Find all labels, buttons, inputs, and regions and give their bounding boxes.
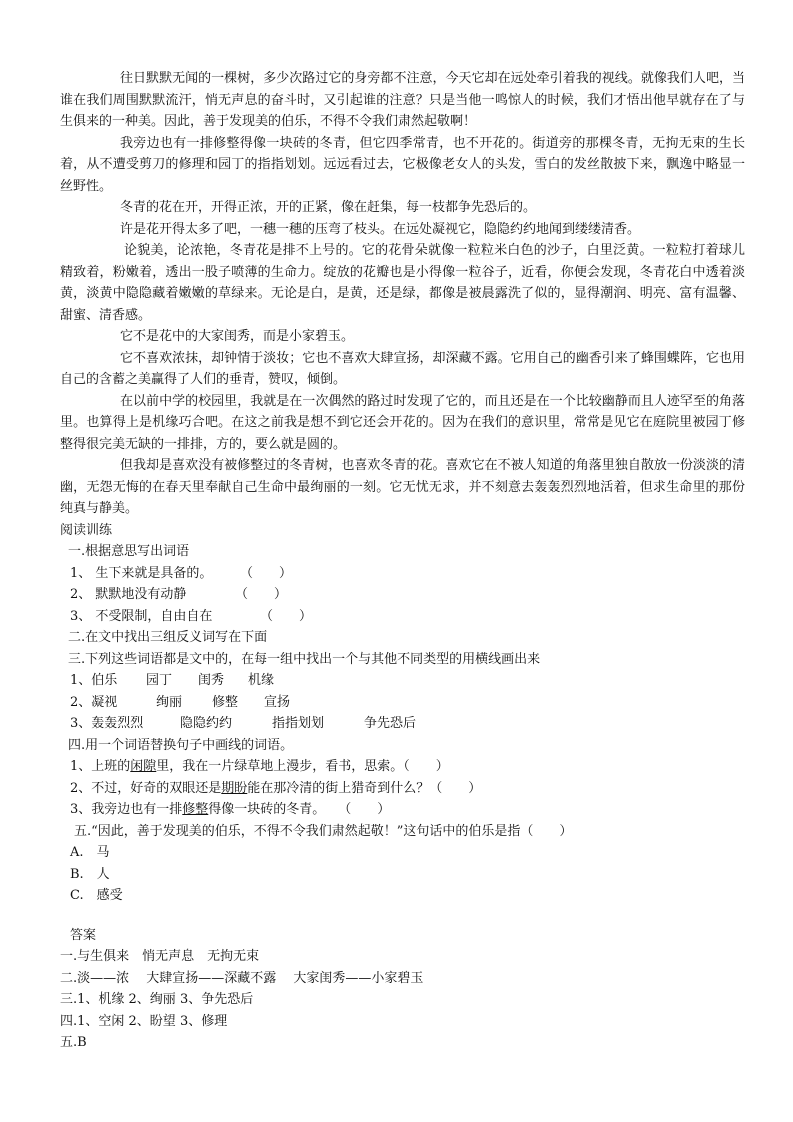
passage-paragraph: 在以前中学的校园里，我就是在一次偶然的路过时发现了它的，而且还是在一个比较幽静而且人迹罕至的角落里。也算得上是机缘巧合吧。在这之前我是想不到它还会开花的。因为在我们的意识里，常常是见它在庭院里被园丁修整得很完美无缺的一排排，方的，要么就是圆的。 (60, 393, 745, 452)
word-group (60, 692, 745, 714)
word: 修整 (212, 694, 239, 710)
question-2-title: 二.在文中找出三组反义词写在下面 (68, 630, 268, 645)
word-group (60, 713, 745, 735)
question-1-title: 一.根据意思写出词语 (68, 544, 190, 559)
sentence-text: 2、不过，好奇的双眼还是 (70, 780, 222, 796)
answer-blank: （ ） (260, 608, 313, 624)
question-1-item (60, 584, 745, 606)
word: 3、轰轰烈烈 (70, 716, 144, 731)
passage-paragraph: 它不喜欢浓抹，却钟情于淡妆；它也不喜欢大肆宣扬，却深藏不露。它用自己的幽香引来了蜂围蝶阵，它也用自己的含蓄之美赢得了人们的垂青，赞叹，倾倒。 (60, 350, 745, 387)
word: 绚丽 (156, 694, 183, 710)
answer-section (60, 925, 745, 1054)
answer-line: 一.与生俱来 悄无声息 无拘无束 (60, 949, 260, 964)
answer-blank: （ ） (235, 587, 288, 602)
answer-blank: （ ） (240, 565, 293, 581)
sentence-text: 3、我旁边也有一排 (70, 802, 183, 817)
underlined-word: 修整 (182, 802, 209, 817)
question-text: 1、 生下来就是具备的。 (70, 565, 213, 581)
question-3-title: 三.下列这些词语都是文中的，在每一组中找出一个与其他不同类型的用横线画出来 (68, 651, 541, 667)
question-1-item (60, 606, 745, 628)
passage-paragraph: 论貌美，论浓艳，冬青花是排不上号的。它的花骨朵就像一粒粒米白色的沙子，白里泛黄。一粒粒打着球儿精致着，粉嫩着，透出一股子喷薄的生命力。绽放的花瓣也是小得像一粒谷子，近看，你便会发现，冬青花白中透着淡黄，淡黄中隐隐藏着嫩嫩的草绿来。无论是白，是黄，还是绿，都像是被晨露洗了似的，显得潮润、明亮、富有温馨、甜蜜、清香感。 (60, 243, 745, 323)
answer-line: 二.淡——浓 大肆宣扬——深藏不露 大家闺秀——小家碧玉 (60, 970, 424, 986)
underlined-word: 闲隙 (130, 759, 157, 774)
sentence-text: 1、上班的 (70, 759, 131, 774)
sentence-text: 能在那冷清的街上猎奇到什么？（ ） (247, 780, 482, 796)
option-a: A. 马 (70, 845, 110, 860)
word: 指指划划 (272, 716, 325, 731)
word: 2、凝视 (70, 694, 118, 710)
question-4-item (60, 778, 745, 800)
sentence-text: 得像一块砖的冬青。 （ ） (208, 802, 391, 817)
sentence-text: 里，我在一片绿草地上漫步，看书，思索。（ ） (156, 759, 449, 774)
word: 争先恐后 (364, 716, 417, 731)
passage-paragraph: 许是花开得太多了吧，一穗一穗的压弯了枝头。在远处凝视它，隐隐约约地闻到缕缕清香。 (120, 221, 641, 237)
passage-paragraph: 我旁边也有一排修整得像一块砖的冬青，但它四季常青，也不开花的。街道旁的那棵冬青，无拘无束的生长着，从不遭受剪刀的修理和园丁的指指划划。远远看过去，它极像老女人的头发，雪白的发丝散披下来，飘逸中略显一丝野性。 (60, 135, 745, 194)
answer-line: 四.1、空闲 2、盼望 3、修理 (60, 1013, 228, 1029)
answer-heading: 答案 (70, 927, 97, 943)
word: 宣扬 (264, 694, 291, 710)
question-1-item (60, 563, 745, 585)
exercise-section (60, 520, 745, 907)
question-text: 2、 默默地没有动静 (70, 587, 187, 602)
word: 隐隐约约 (180, 716, 233, 731)
word: 闺秀 (198, 673, 225, 688)
question-4-item (60, 799, 745, 821)
answer-line: 三.1、机缘 2、绚丽 3、争先恐后 (60, 992, 254, 1007)
passage-paragraph: 往日默默无闻的一棵树，多少次路过它的身旁都不注意，今天它却在远处牵引着我的视线。就像我们人吧，当谁在我们周围默默流汗，悄无声息的奋斗时，又引起谁的注意？只是当他一鸣惊人的时候，我们才悟出他早就存在了与生俱来的一种美。因此，善于发现美的伯乐，不得不令我们肃然起敬啊！ (60, 71, 745, 129)
passage-paragraph: 它不是花中的大家闺秀，而是小家碧玉。 (120, 329, 355, 344)
question-4-item (60, 756, 745, 778)
word-group (60, 670, 745, 692)
document-page (60, 68, 745, 1054)
word: 机缘 (248, 673, 275, 688)
spacer (60, 907, 745, 925)
passage-paragraph: 冬青的花在开，开得正浓，开的正紧，像在赶集，每一枝都争先恐后的。 (120, 200, 537, 215)
question-text: 3、 不受限制，自由自在 (70, 608, 213, 624)
option-b: B. 人 (70, 866, 110, 882)
passage-paragraph: 但我却是喜欢没有被修整过的冬青树，也喜欢冬青的花。喜欢它在不被人知道的角落里独自散放一份淡淡的清幽，无怨无悔的在春天里奉献自己生命中最绚丽的一刻。它无忧无求，并不刻意去轰轰烈烈地活着，但求生命里的那份纯真与静美。 (60, 458, 745, 516)
question-5-title: 五.“因此，善于发现美的伯乐，不得不令我们肃然起敬！”这句话中的伯乐是指（ ） (74, 823, 573, 839)
reading-passage (60, 68, 745, 520)
exercise-heading: 阅读训练 (60, 522, 113, 538)
question-4-title: 四.用一个词语替换句子中画线的词语。 (68, 737, 294, 753)
word: 园丁 (146, 673, 173, 688)
option-c: C. 感受 (70, 888, 123, 903)
answer-line: 五.B (60, 1035, 87, 1050)
word: 1、伯乐 (70, 673, 118, 688)
underlined-word: 期盼 (221, 780, 248, 796)
